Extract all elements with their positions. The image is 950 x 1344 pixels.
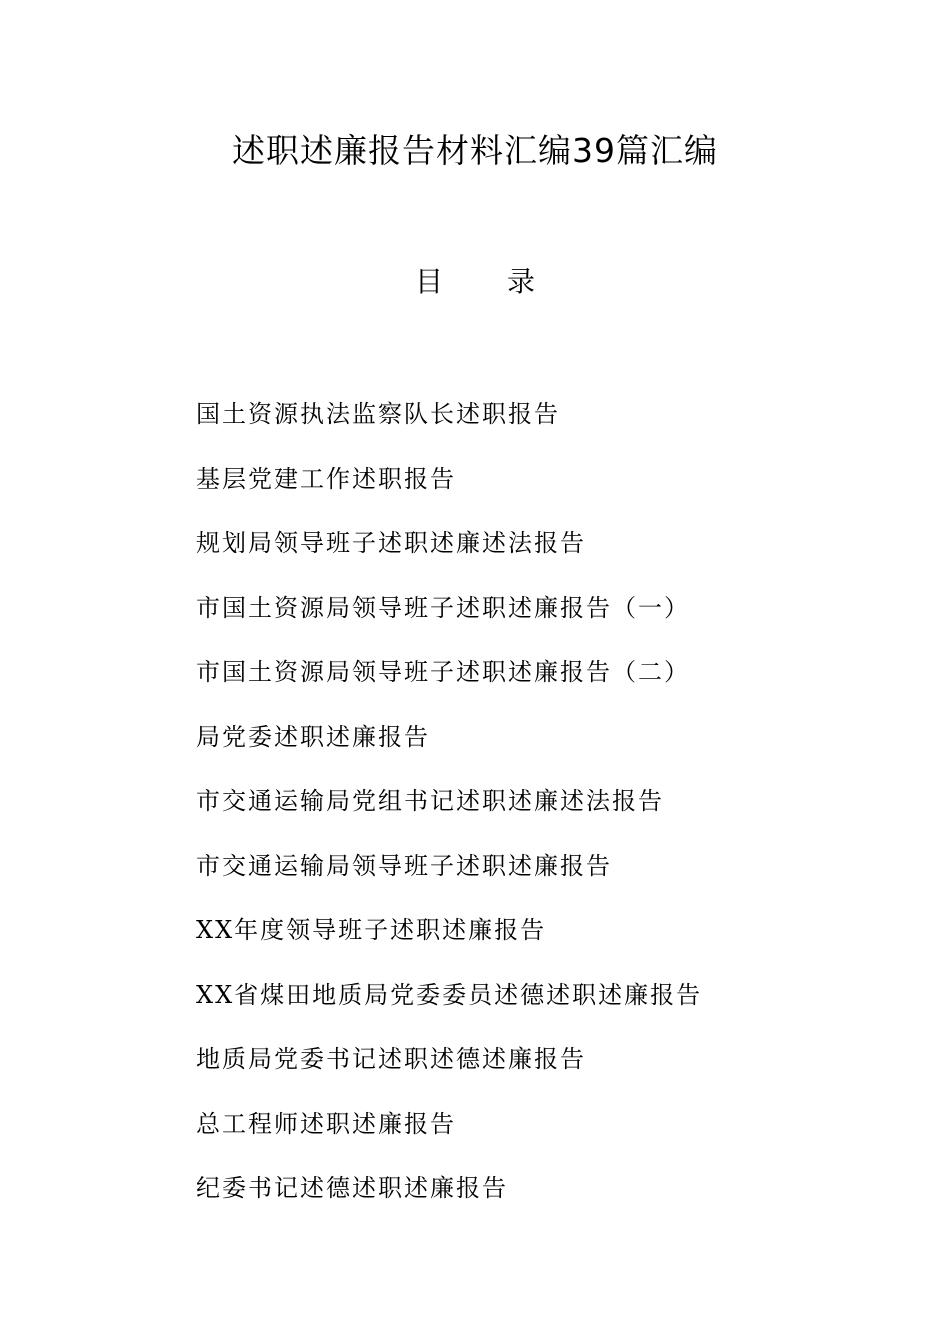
toc-heading-char-1: 目 bbox=[414, 265, 443, 298]
document-title: 述职述廉报告材料汇编39篇汇编 bbox=[232, 131, 718, 170]
toc-item[interactable]: XX年度领导班子述职述廉报告 bbox=[196, 916, 547, 944]
toc-item[interactable]: 市国土资源局领导班子述职述廉报告（二） bbox=[196, 658, 690, 686]
toc-item[interactable]: 基层党建工作述职报告 bbox=[196, 464, 456, 493]
toc-item[interactable]: 规划局领导班子述职述廉述法报告 bbox=[196, 529, 586, 557]
toc-item[interactable]: 市交通运输局党组书记述职述廉述法报告 bbox=[196, 787, 664, 815]
toc-item[interactable]: 地质局党委书记述职述德述廉报告 bbox=[196, 1045, 586, 1073]
toc-item[interactable]: 国土资源执法监察队长述职报告 bbox=[196, 400, 560, 428]
toc-item[interactable]: 局党委述职述廉报告 bbox=[196, 722, 430, 751]
toc-list bbox=[196, 392, 702, 1231]
toc-item[interactable]: 纪委书记述德述职述廉报告 bbox=[196, 1174, 508, 1202]
toc-heading bbox=[0, 262, 950, 302]
toc-heading-char-2: 录 bbox=[507, 265, 536, 298]
toc-item[interactable]: 市交通运输局领导班子述职述廉报告 bbox=[196, 851, 612, 880]
toc-item[interactable]: XX省煤田地质局党委委员述德述职述廉报告 bbox=[196, 980, 703, 1009]
toc-item[interactable]: 市国土资源局领导班子述职述廉报告（一） bbox=[196, 593, 690, 622]
toc-item[interactable]: 总工程师述职述廉报告 bbox=[196, 1109, 456, 1138]
